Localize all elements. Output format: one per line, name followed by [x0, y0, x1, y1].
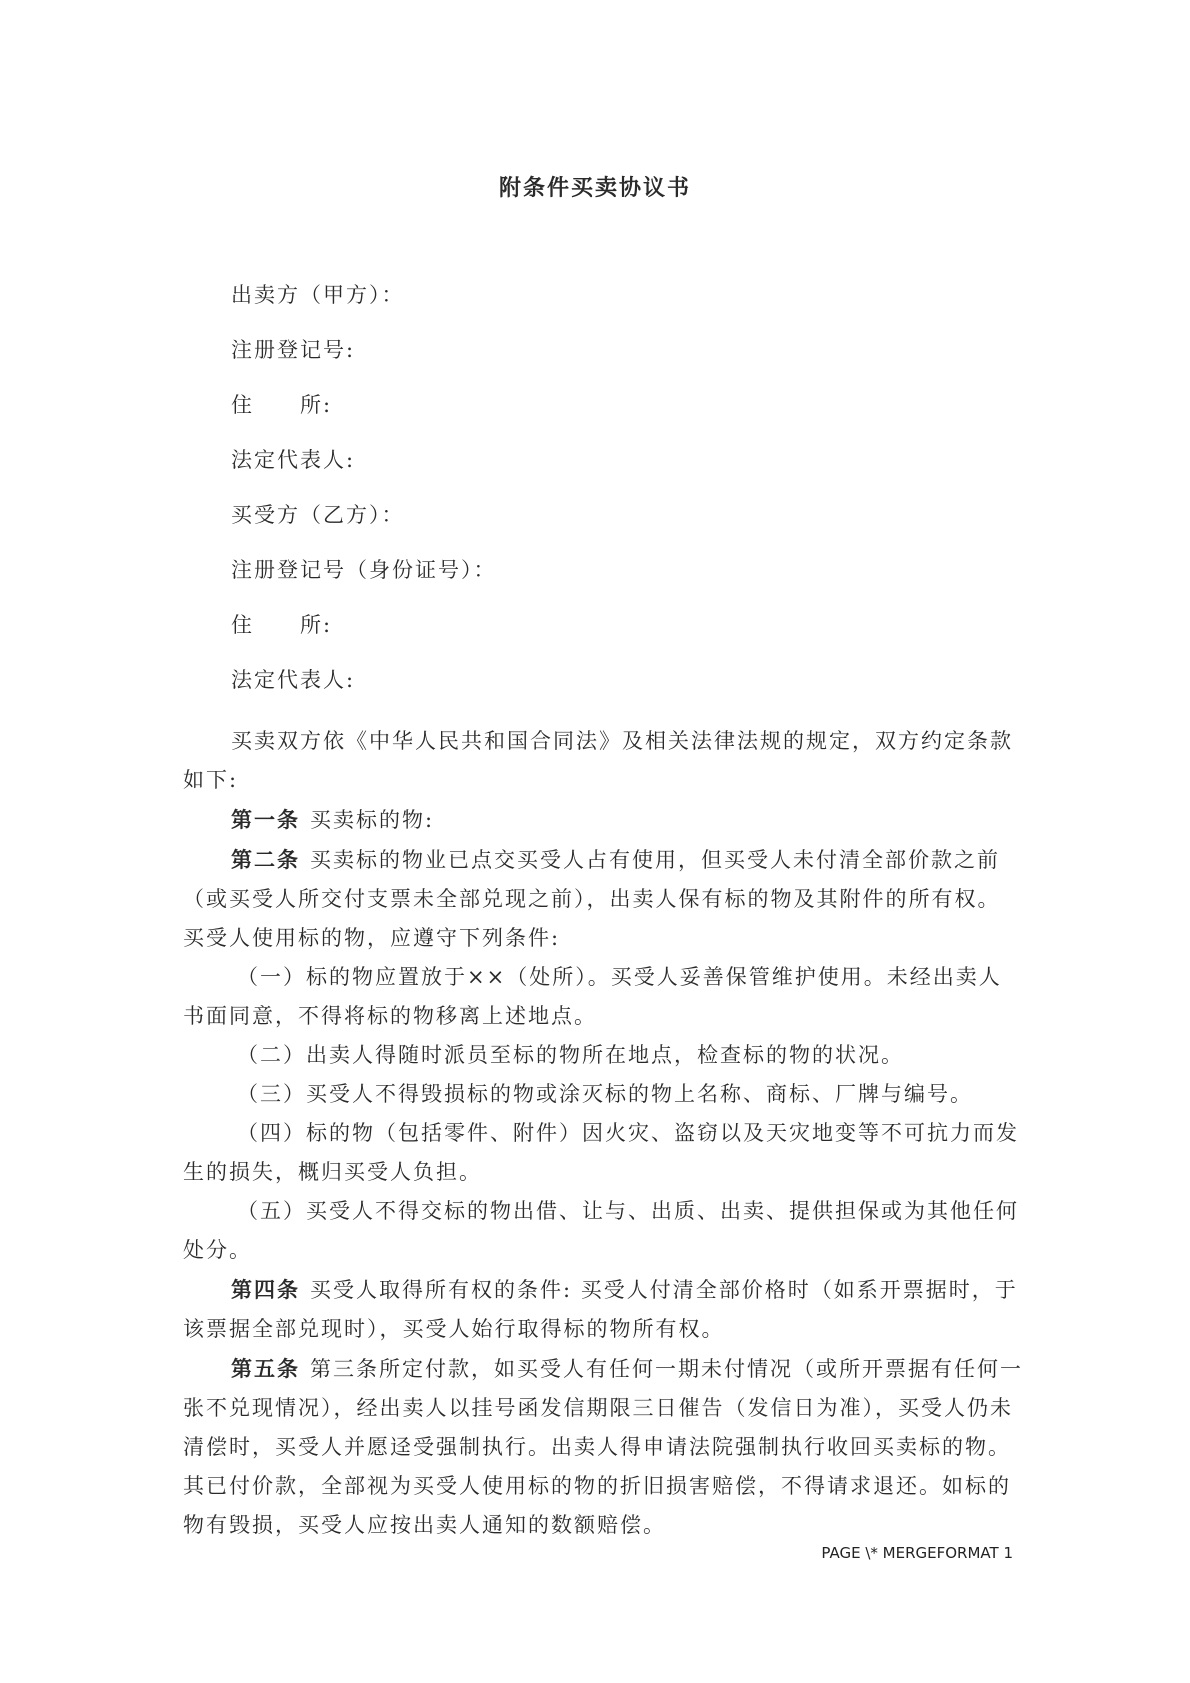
seller-legal-rep-line: 法定代表人: — [231, 448, 356, 472]
seller-name-line: 出卖方（甲方）： — [231, 283, 405, 307]
buyer-address-line: 住 所: — [231, 613, 333, 637]
condition-3: （三）买受人不得毁损标的物或涂灭标的物上名称、商标、厂牌与编号。 — [237, 1082, 973, 1106]
condition-2: （二）出卖人得随时派员至标的物所在地点，检查标的物的状况。 — [237, 1043, 904, 1067]
article-4-text: 买受人取得所有权的条件: 买受人付清全部价格时（如系开票据时，于该票据全部兑现时），买受人始行取得标的物所有权。 — [183, 1278, 1018, 1341]
article-1-text: 买卖标的物: — [310, 808, 435, 832]
article-2 — [183, 840, 1023, 958]
article-5-text: 第三条所定付款，如买受人有任何一期未付情况（或所开票据有任何一张不兑现情况），经出卖人以挂号函发信期限三日催告（发信日为准），买受人仍未清偿时，买受人并愿迳受强制执行。出卖人得申请法院强制执行收回买卖标的物。其已付价款，全部视为买受人使用标的物的折旧损害赔偿，不得请求退还。如标的物有毁损，买受人应按出卖人通知的数额赔偿。 — [183, 1357, 1023, 1537]
article-4 — [183, 1270, 1023, 1349]
article-2-label: 第二条 — [231, 847, 300, 872]
article-5-label: 第五条 — [231, 1356, 300, 1381]
article-1-label: 第一条 — [231, 807, 300, 832]
article-2-text: 买卖标的物业已点交买受人占有使用，但买受人未付清全部价款之前（或买受人所交付支票未全部兑现之前），出卖人保有标的物及其附件的所有权。买受人使用标的物，应遵守下列条件: — [183, 848, 1001, 950]
buyer-legal-rep-line: 法定代表人: — [231, 668, 356, 692]
article-1 — [183, 800, 1023, 840]
intro-paragraph: 买卖双方依《中华人民共和国合同法》及相关法律法规的规定，双方约定条款如下: — [183, 729, 1013, 792]
page-number-field: PAGE \* MERGEFORMAT 1 — [821, 1544, 1013, 1562]
article-5 — [183, 1349, 1023, 1545]
article-4-label: 第四条 — [231, 1277, 300, 1302]
buyer-name-line: 买受方（乙方）： — [231, 503, 405, 527]
seller-address-line: 住 所: — [231, 393, 333, 417]
document-title: 附条件买卖协议书 — [498, 175, 691, 201]
condition-5: （五）买受人不得交标的物出借、让与、出质、出卖、提供担保或为其他任何处分。 — [183, 1199, 1019, 1262]
contract-body — [183, 722, 1023, 1545]
party-info-block — [231, 280, 1031, 720]
condition-4: （四）标的物（包括零件、附件）因火灾、盗窃以及天灾地变等不可抗力而发生的损失，概归买受人负担。 — [183, 1121, 1019, 1184]
buyer-registration-line: 注册登记号（身份证号）： — [231, 558, 497, 582]
condition-1: （一）标的物应置放于××（处所）。买受人妥善保管维护使用。未经出卖人书面同意，不得将标的物移离上述地点。 — [183, 965, 1002, 1028]
seller-registration-line: 注册登记号: — [231, 338, 356, 362]
